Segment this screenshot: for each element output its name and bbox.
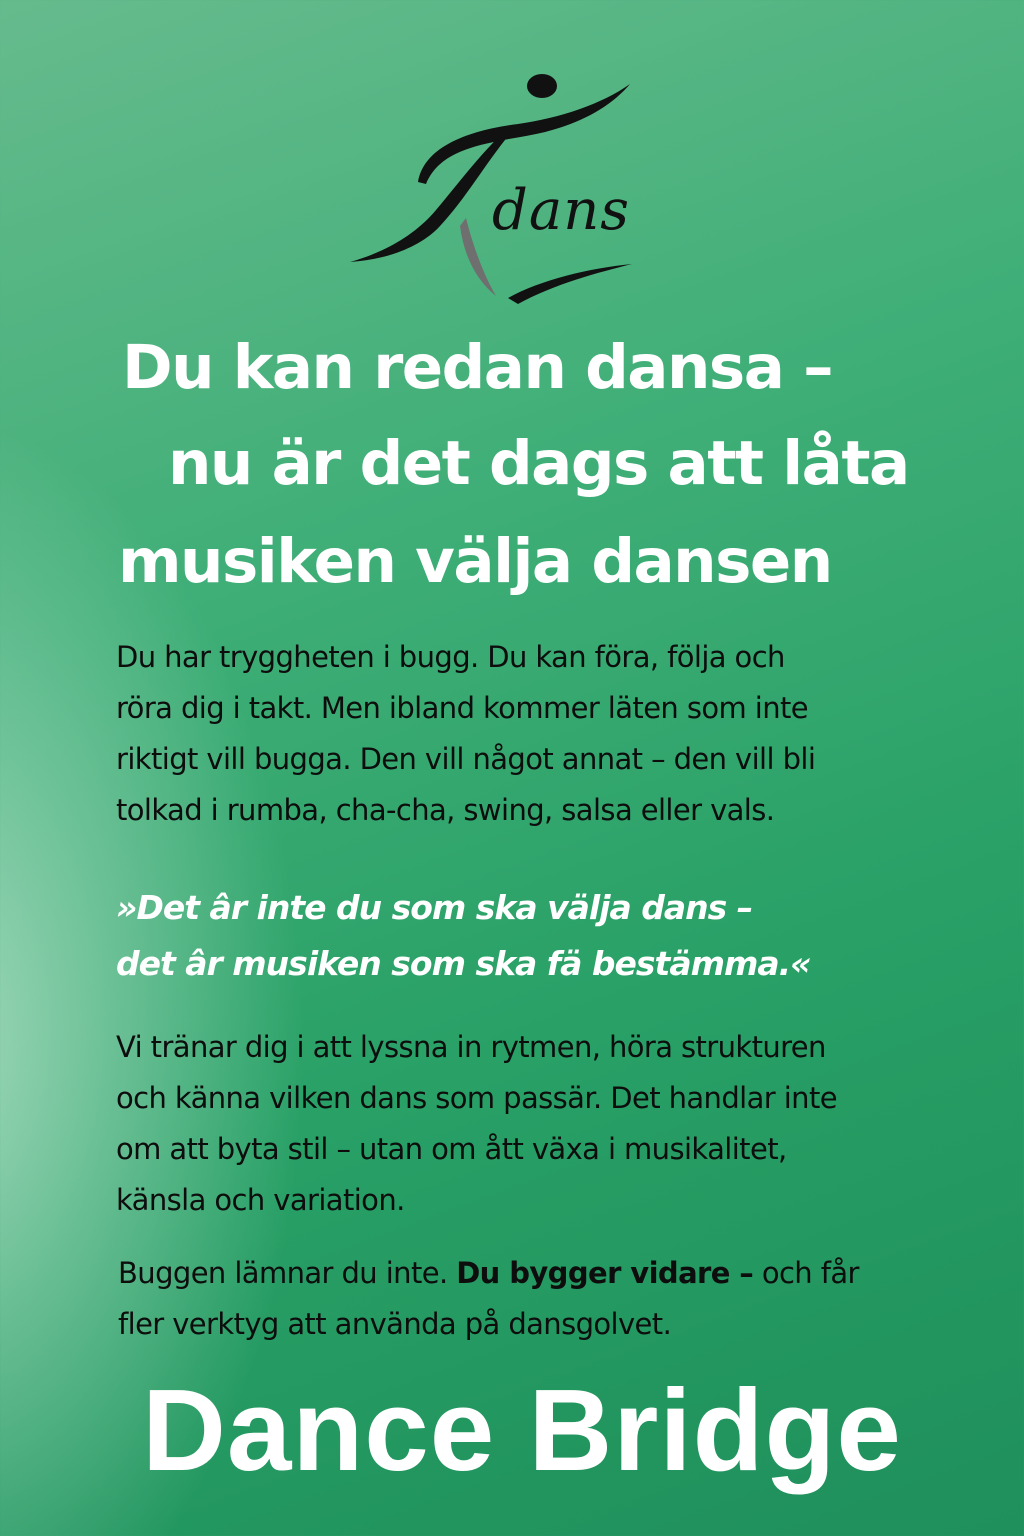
body-line-2: och känna vilken dans som passär. Det handlar inte (116, 1081, 837, 1115)
closing-line-2: fler verktyg att använda på dansgolvet. (118, 1307, 672, 1341)
headline-line-1: Du kan redan dansa – (122, 332, 833, 403)
intro-line-1: Du har tryggheten i bugg. Du kan föra, följa och (116, 640, 785, 674)
intro-line-3: riktigt vill bugga. Den vill något annat – den vill bli (116, 742, 816, 776)
intro-paragraph (116, 632, 936, 836)
body-line-4: känsla och variation. (116, 1183, 405, 1217)
headline-line-3: musiken välja dansen (118, 526, 832, 597)
closing-paragraph (118, 1248, 948, 1350)
brand-name: Dance Bridge (142, 1365, 902, 1495)
quote-line-1: »Det âr inte du som ska välja dans – (116, 888, 753, 927)
closing-line-1 (118, 1248, 948, 1299)
intro-line-2: röra dig i takt. Men ibland kommer läten som inte (116, 691, 809, 725)
pull-quote (116, 880, 811, 992)
logo-wordmark: dans (492, 178, 631, 243)
body-line-1: Vi tränar dig i att lyssna in rytmen, höra strukturen (116, 1030, 826, 1064)
closing-part-1: Buggen lämnar du inte. (118, 1256, 457, 1290)
intro-line-4: tolkad i rumba, cha-cha, swing, salsa eller vals. (116, 793, 775, 827)
quote-line-2: det âr musiken som ska fä bestämma.« (116, 944, 811, 983)
closing-emphasis: Du bygger vidare – (456, 1256, 754, 1290)
body-paragraph (116, 1022, 956, 1226)
headline-line-2: nu är det dags att låta (168, 428, 909, 499)
closing-part-3: och får (753, 1256, 859, 1290)
body-line-3: om att byta stil – utan om ått växa i musikalitet, (116, 1132, 787, 1166)
